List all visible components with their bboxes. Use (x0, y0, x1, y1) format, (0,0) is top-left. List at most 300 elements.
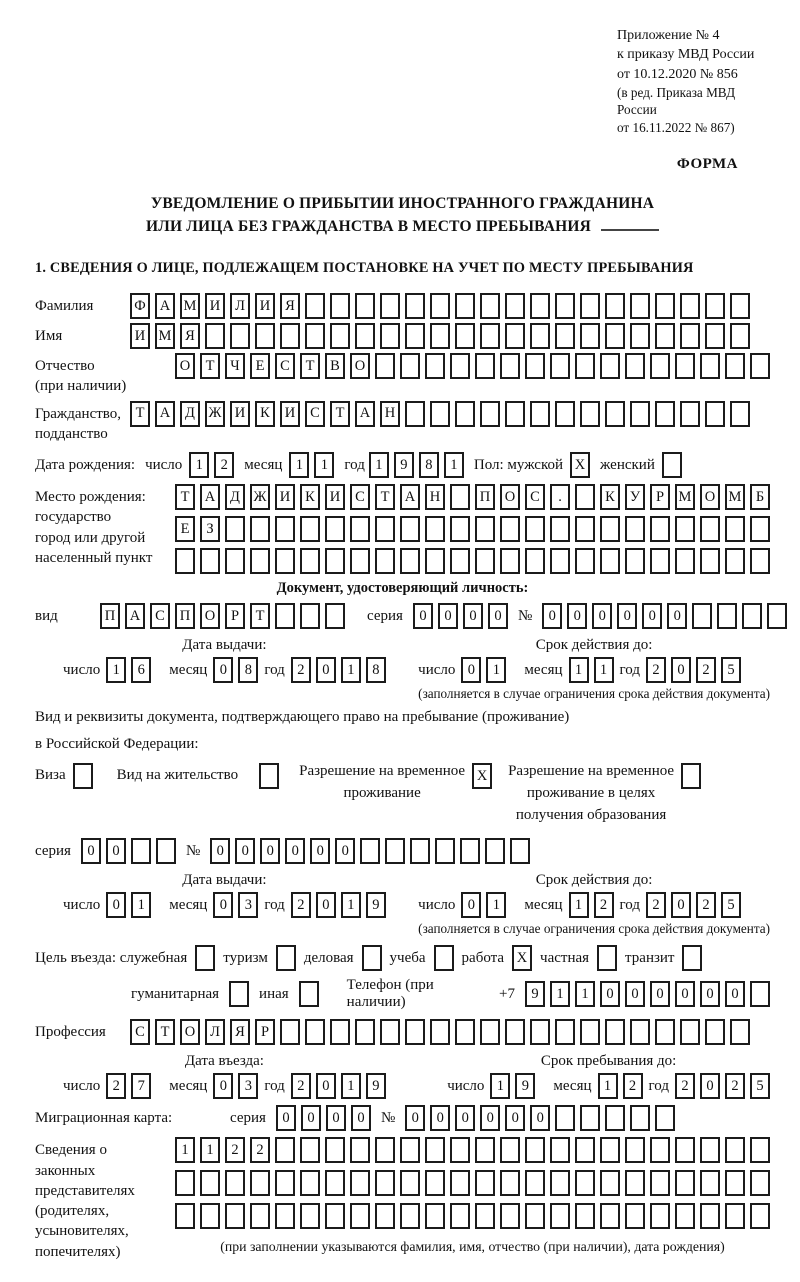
char-cell[interactable] (425, 1170, 445, 1196)
char-cell[interactable] (662, 452, 682, 478)
char-cell[interactable]: 3 (238, 892, 258, 918)
char-cell[interactable]: 2 (696, 892, 716, 918)
char-cell[interactable]: 0 (351, 1105, 371, 1131)
char-cell[interactable] (675, 1137, 695, 1163)
char-cell[interactable] (300, 516, 320, 542)
char-cell[interactable]: 9 (515, 1073, 535, 1099)
char-cell[interactable] (700, 548, 720, 574)
char-cell[interactable] (705, 1019, 725, 1045)
char-cell[interactable]: 2 (675, 1073, 695, 1099)
char-cell[interactable]: 1 (341, 657, 361, 683)
char-cell[interactable]: 0 (725, 981, 745, 1007)
char-cell[interactable] (630, 293, 650, 319)
char-cell[interactable] (360, 838, 380, 864)
char-cell[interactable] (330, 323, 350, 349)
char-cell[interactable]: И (275, 484, 295, 510)
char-cell[interactable]: Т (375, 484, 395, 510)
char-cell[interactable]: 9 (525, 981, 545, 1007)
char-cell[interactable] (410, 838, 430, 864)
char-cell[interactable] (730, 1019, 750, 1045)
char-cell[interactable] (430, 323, 450, 349)
char-cell[interactable] (259, 763, 279, 789)
char-cell[interactable] (276, 945, 296, 971)
char-cell[interactable] (375, 353, 395, 379)
char-cell[interactable]: И (255, 293, 275, 319)
char-cell[interactable]: 1 (200, 1137, 220, 1163)
char-cell[interactable]: 0 (235, 838, 255, 864)
char-cell[interactable] (350, 516, 370, 542)
char-cell[interactable]: 0 (505, 1105, 525, 1131)
char-cell[interactable] (425, 353, 445, 379)
char-cell[interactable]: 0 (625, 981, 645, 1007)
char-cell[interactable]: 1 (569, 657, 589, 683)
char-cell[interactable] (625, 1203, 645, 1229)
char-cell[interactable]: Е (175, 516, 195, 542)
char-cell[interactable] (375, 1170, 395, 1196)
char-cell[interactable]: Т (200, 353, 220, 379)
char-cell[interactable] (455, 323, 475, 349)
char-cell[interactable] (450, 1203, 470, 1229)
char-cell[interactable] (375, 1137, 395, 1163)
char-cell[interactable] (480, 323, 500, 349)
char-cell[interactable]: 0 (430, 1105, 450, 1131)
char-cell[interactable] (650, 1203, 670, 1229)
char-cell[interactable] (450, 353, 470, 379)
char-cell[interactable] (200, 1203, 220, 1229)
char-cell[interactable] (555, 1019, 575, 1045)
char-cell[interactable]: 0 (210, 838, 230, 864)
char-cell[interactable] (550, 1170, 570, 1196)
char-cell[interactable]: 2 (646, 657, 666, 683)
char-cell[interactable]: О (180, 1019, 200, 1045)
char-cell[interactable]: К (255, 401, 275, 427)
char-cell[interactable] (475, 1137, 495, 1163)
char-cell[interactable] (305, 1019, 325, 1045)
char-cell[interactable]: 1 (550, 981, 570, 1007)
char-cell[interactable] (525, 1203, 545, 1229)
char-cell[interactable]: 1 (594, 657, 614, 683)
char-cell[interactable] (530, 293, 550, 319)
char-cell[interactable]: 0 (310, 838, 330, 864)
char-cell[interactable] (655, 401, 675, 427)
char-cell[interactable]: С (350, 484, 370, 510)
char-cell[interactable]: П (475, 484, 495, 510)
char-cell[interactable] (530, 1019, 550, 1045)
char-cell[interactable]: К (600, 484, 620, 510)
char-cell[interactable] (200, 1170, 220, 1196)
char-cell[interactable] (300, 548, 320, 574)
char-cell[interactable]: 1 (369, 452, 389, 478)
char-cell[interactable] (675, 1203, 695, 1229)
char-cell[interactable]: С (525, 484, 545, 510)
char-cell[interactable] (330, 293, 350, 319)
char-cell[interactable] (405, 1019, 425, 1045)
char-cell[interactable]: 2 (225, 1137, 245, 1163)
char-cell[interactable] (730, 323, 750, 349)
char-cell[interactable] (250, 1170, 270, 1196)
char-cell[interactable] (455, 401, 475, 427)
char-cell[interactable] (580, 293, 600, 319)
char-cell[interactable]: 0 (600, 981, 620, 1007)
char-cell[interactable]: 1 (486, 657, 506, 683)
char-cell[interactable]: Е (250, 353, 270, 379)
char-cell[interactable] (655, 293, 675, 319)
char-cell[interactable]: Т (330, 401, 350, 427)
char-cell[interactable] (385, 838, 405, 864)
char-cell[interactable]: 8 (238, 657, 258, 683)
char-cell[interactable]: С (150, 603, 170, 629)
char-cell[interactable] (525, 353, 545, 379)
char-cell[interactable]: 1 (175, 1137, 195, 1163)
char-cell[interactable]: О (500, 484, 520, 510)
char-cell[interactable]: 0 (316, 1073, 336, 1099)
char-cell[interactable] (475, 548, 495, 574)
char-cell[interactable]: 0 (316, 657, 336, 683)
char-cell[interactable] (742, 603, 762, 629)
char-cell[interactable] (750, 548, 770, 574)
char-cell[interactable] (375, 1203, 395, 1229)
char-cell[interactable]: 9 (366, 1073, 386, 1099)
char-cell[interactable]: З (200, 516, 220, 542)
char-cell[interactable]: Р (225, 603, 245, 629)
char-cell[interactable] (455, 293, 475, 319)
char-cell[interactable]: 1 (444, 452, 464, 478)
char-cell[interactable] (625, 1137, 645, 1163)
char-cell[interactable] (430, 401, 450, 427)
char-cell[interactable]: 1 (569, 892, 589, 918)
char-cell[interactable]: 0 (106, 892, 126, 918)
char-cell[interactable] (725, 1170, 745, 1196)
char-cell[interactable]: 1 (131, 892, 151, 918)
char-cell[interactable] (655, 1105, 675, 1131)
char-cell[interactable]: 0 (276, 1105, 296, 1131)
char-cell[interactable] (505, 293, 525, 319)
char-cell[interactable]: А (355, 401, 375, 427)
char-cell[interactable] (505, 323, 525, 349)
char-cell[interactable] (682, 945, 702, 971)
char-cell[interactable]: 0 (700, 981, 720, 1007)
char-cell[interactable] (680, 323, 700, 349)
char-cell[interactable]: И (230, 401, 250, 427)
char-cell[interactable]: Ж (250, 484, 270, 510)
char-cell[interactable]: 2 (623, 1073, 643, 1099)
char-cell[interactable] (500, 1170, 520, 1196)
char-cell[interactable] (680, 401, 700, 427)
char-cell[interactable] (425, 516, 445, 542)
char-cell[interactable] (550, 353, 570, 379)
char-cell[interactable] (575, 1203, 595, 1229)
char-cell[interactable] (575, 484, 595, 510)
char-cell[interactable] (700, 1203, 720, 1229)
char-cell[interactable] (275, 1203, 295, 1229)
char-cell[interactable]: Я (230, 1019, 250, 1045)
char-cell[interactable] (280, 1019, 300, 1045)
char-cell[interactable]: О (175, 353, 195, 379)
char-cell[interactable] (600, 1203, 620, 1229)
char-cell[interactable] (750, 1203, 770, 1229)
char-cell[interactable]: Т (130, 401, 150, 427)
char-cell[interactable] (380, 323, 400, 349)
char-cell[interactable] (325, 1170, 345, 1196)
char-cell[interactable] (250, 516, 270, 542)
char-cell[interactable] (375, 516, 395, 542)
char-cell[interactable] (275, 603, 295, 629)
char-cell[interactable] (400, 1203, 420, 1229)
char-cell[interactable] (705, 293, 725, 319)
char-cell[interactable]: Т (250, 603, 270, 629)
char-cell[interactable]: И (325, 484, 345, 510)
char-cell[interactable]: 5 (750, 1073, 770, 1099)
char-cell[interactable]: 5 (721, 657, 741, 683)
char-cell[interactable]: Я (180, 323, 200, 349)
char-cell[interactable] (500, 516, 520, 542)
char-cell[interactable] (275, 548, 295, 574)
char-cell[interactable] (555, 401, 575, 427)
char-cell[interactable]: 1 (341, 892, 361, 918)
char-cell[interactable] (195, 945, 215, 971)
char-cell[interactable]: 9 (394, 452, 414, 478)
char-cell[interactable]: И (205, 293, 225, 319)
char-cell[interactable] (505, 1019, 525, 1045)
char-cell[interactable] (500, 1203, 520, 1229)
char-cell[interactable] (480, 293, 500, 319)
char-cell[interactable] (650, 516, 670, 542)
char-cell[interactable]: 0 (671, 657, 691, 683)
char-cell[interactable] (255, 323, 275, 349)
char-cell[interactable]: 0 (455, 1105, 475, 1131)
char-cell[interactable] (575, 1137, 595, 1163)
char-cell[interactable] (475, 353, 495, 379)
char-cell[interactable] (225, 1170, 245, 1196)
char-cell[interactable] (580, 1105, 600, 1131)
char-cell[interactable] (630, 1105, 650, 1131)
char-cell[interactable] (325, 1137, 345, 1163)
char-cell[interactable] (675, 353, 695, 379)
char-cell[interactable] (525, 1170, 545, 1196)
char-cell[interactable] (275, 1137, 295, 1163)
char-cell[interactable]: X (570, 452, 590, 478)
char-cell[interactable]: 7 (131, 1073, 151, 1099)
char-cell[interactable]: 0 (413, 603, 433, 629)
char-cell[interactable]: 9 (366, 892, 386, 918)
char-cell[interactable]: 0 (81, 838, 101, 864)
char-cell[interactable] (675, 1170, 695, 1196)
char-cell[interactable] (500, 548, 520, 574)
char-cell[interactable]: 1 (490, 1073, 510, 1099)
char-cell[interactable]: 0 (461, 892, 481, 918)
char-cell[interactable] (555, 293, 575, 319)
char-cell[interactable] (325, 516, 345, 542)
char-cell[interactable]: В (325, 353, 345, 379)
char-cell[interactable] (475, 516, 495, 542)
char-cell[interactable] (131, 838, 151, 864)
char-cell[interactable] (400, 548, 420, 574)
char-cell[interactable]: 0 (405, 1105, 425, 1131)
char-cell[interactable] (725, 353, 745, 379)
char-cell[interactable]: С (275, 353, 295, 379)
char-cell[interactable] (705, 323, 725, 349)
char-cell[interactable] (625, 516, 645, 542)
char-cell[interactable]: . (550, 484, 570, 510)
char-cell[interactable] (430, 293, 450, 319)
char-cell[interactable] (450, 548, 470, 574)
char-cell[interactable] (605, 1105, 625, 1131)
char-cell[interactable] (575, 353, 595, 379)
char-cell[interactable]: Т (155, 1019, 175, 1045)
char-cell[interactable]: 2 (696, 657, 716, 683)
char-cell[interactable] (299, 981, 319, 1007)
char-cell[interactable] (725, 1137, 745, 1163)
char-cell[interactable]: 1 (575, 981, 595, 1007)
char-cell[interactable]: Д (180, 401, 200, 427)
char-cell[interactable] (680, 293, 700, 319)
char-cell[interactable] (305, 323, 325, 349)
char-cell[interactable]: 2 (291, 657, 311, 683)
char-cell[interactable] (630, 401, 650, 427)
char-cell[interactable]: 6 (131, 657, 151, 683)
char-cell[interactable] (480, 401, 500, 427)
char-cell[interactable] (425, 1137, 445, 1163)
char-cell[interactable] (700, 1137, 720, 1163)
char-cell[interactable] (300, 1203, 320, 1229)
char-cell[interactable] (750, 1137, 770, 1163)
char-cell[interactable]: 0 (700, 1073, 720, 1099)
char-cell[interactable]: Н (425, 484, 445, 510)
char-cell[interactable]: Р (255, 1019, 275, 1045)
char-cell[interactable] (450, 516, 470, 542)
char-cell[interactable] (597, 945, 617, 971)
char-cell[interactable] (280, 323, 300, 349)
char-cell[interactable]: М (180, 293, 200, 319)
char-cell[interactable] (630, 1019, 650, 1045)
char-cell[interactable] (475, 1203, 495, 1229)
char-cell[interactable]: 0 (567, 603, 587, 629)
char-cell[interactable]: 2 (725, 1073, 745, 1099)
char-cell[interactable] (605, 401, 625, 427)
char-cell[interactable] (355, 323, 375, 349)
char-cell[interactable] (434, 945, 454, 971)
char-cell[interactable]: 0 (667, 603, 687, 629)
char-cell[interactable] (555, 323, 575, 349)
char-cell[interactable]: У (625, 484, 645, 510)
char-cell[interactable] (650, 1170, 670, 1196)
char-cell[interactable]: 0 (106, 838, 126, 864)
char-cell[interactable] (380, 293, 400, 319)
char-cell[interactable]: 0 (480, 1105, 500, 1131)
char-cell[interactable]: 2 (646, 892, 666, 918)
char-cell[interactable] (225, 1203, 245, 1229)
char-cell[interactable] (435, 838, 455, 864)
char-cell[interactable]: О (700, 484, 720, 510)
char-cell[interactable] (630, 323, 650, 349)
char-cell[interactable] (725, 548, 745, 574)
char-cell[interactable] (480, 1019, 500, 1045)
char-cell[interactable]: К (300, 484, 320, 510)
char-cell[interactable]: X (512, 945, 532, 971)
char-cell[interactable]: 2 (291, 1073, 311, 1099)
char-cell[interactable]: 0 (617, 603, 637, 629)
char-cell[interactable] (530, 323, 550, 349)
char-cell[interactable]: 1 (314, 452, 334, 478)
char-cell[interactable] (625, 353, 645, 379)
char-cell[interactable]: Ф (130, 293, 150, 319)
char-cell[interactable]: 0 (316, 892, 336, 918)
char-cell[interactable]: Р (650, 484, 670, 510)
char-cell[interactable] (550, 1203, 570, 1229)
char-cell[interactable] (425, 1203, 445, 1229)
char-cell[interactable] (730, 401, 750, 427)
char-cell[interactable] (229, 981, 249, 1007)
char-cell[interactable] (681, 763, 701, 789)
char-cell[interactable] (575, 548, 595, 574)
char-cell[interactable] (650, 1137, 670, 1163)
char-cell[interactable] (705, 401, 725, 427)
char-cell[interactable]: 2 (594, 892, 614, 918)
char-cell[interactable] (350, 548, 370, 574)
char-cell[interactable]: 0 (285, 838, 305, 864)
char-cell[interactable] (692, 603, 712, 629)
char-cell[interactable] (225, 548, 245, 574)
char-cell[interactable]: 0 (213, 892, 233, 918)
char-cell[interactable] (525, 548, 545, 574)
char-cell[interactable] (350, 1203, 370, 1229)
char-cell[interactable]: 0 (650, 981, 670, 1007)
char-cell[interactable] (580, 1019, 600, 1045)
char-cell[interactable]: 0 (463, 603, 483, 629)
char-cell[interactable] (575, 516, 595, 542)
char-cell[interactable]: А (400, 484, 420, 510)
char-cell[interactable] (725, 1203, 745, 1229)
char-cell[interactable]: 1 (598, 1073, 618, 1099)
char-cell[interactable]: 1 (486, 892, 506, 918)
char-cell[interactable] (425, 548, 445, 574)
char-cell[interactable] (625, 548, 645, 574)
char-cell[interactable]: 2 (291, 892, 311, 918)
char-cell[interactable]: 2 (214, 452, 234, 478)
char-cell[interactable] (405, 401, 425, 427)
char-cell[interactable]: 0 (675, 981, 695, 1007)
char-cell[interactable] (450, 484, 470, 510)
char-cell[interactable] (730, 293, 750, 319)
char-cell[interactable]: Л (205, 1019, 225, 1045)
char-cell[interactable]: М (725, 484, 745, 510)
char-cell[interactable] (600, 516, 620, 542)
char-cell[interactable] (400, 1170, 420, 1196)
char-cell[interactable]: 1 (289, 452, 309, 478)
char-cell[interactable] (350, 1137, 370, 1163)
char-cell[interactable] (550, 516, 570, 542)
char-cell[interactable]: 1 (106, 657, 126, 683)
char-cell[interactable]: 3 (238, 1073, 258, 1099)
char-cell[interactable] (200, 548, 220, 574)
char-cell[interactable] (400, 353, 420, 379)
char-cell[interactable] (600, 548, 620, 574)
char-cell[interactable]: Ч (225, 353, 245, 379)
char-cell[interactable] (675, 548, 695, 574)
char-cell[interactable] (600, 1170, 620, 1196)
char-cell[interactable]: П (100, 603, 120, 629)
char-cell[interactable]: О (350, 353, 370, 379)
char-cell[interactable] (725, 516, 745, 542)
char-cell[interactable] (175, 1170, 195, 1196)
char-cell[interactable] (305, 293, 325, 319)
char-cell[interactable] (300, 1137, 320, 1163)
char-cell[interactable] (250, 548, 270, 574)
char-cell[interactable] (350, 1170, 370, 1196)
char-cell[interactable]: 0 (438, 603, 458, 629)
char-cell[interactable]: Л (230, 293, 250, 319)
char-cell[interactable]: А (200, 484, 220, 510)
